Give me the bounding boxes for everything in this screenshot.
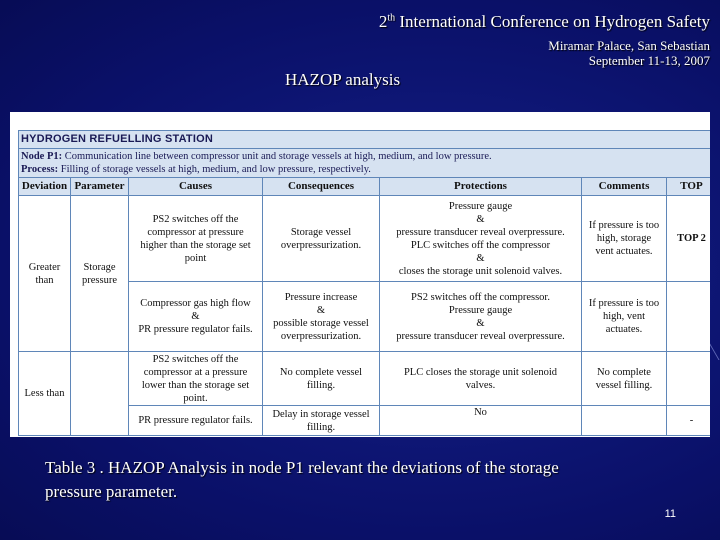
cause-text: PR pressure regulator fails. bbox=[138, 324, 253, 335]
protection-text: & bbox=[476, 213, 485, 225]
causes-cell bbox=[129, 282, 263, 352]
top-cell bbox=[667, 282, 711, 352]
causes-cell bbox=[129, 352, 263, 406]
top-cell: TOP 2 bbox=[667, 196, 711, 282]
protection-text: No bbox=[474, 407, 487, 418]
cause-text: compressor at a pressure bbox=[143, 366, 248, 378]
protection-text: PS2 switches off the compressor. bbox=[411, 291, 550, 303]
comment-text: vessel filling. bbox=[595, 379, 653, 391]
protection-text: & bbox=[476, 252, 485, 264]
consequence-text: Delay in storage vessel bbox=[272, 408, 370, 420]
protection-text: Pressure gauge bbox=[448, 304, 513, 316]
conference-title bbox=[379, 12, 710, 32]
conference-details bbox=[548, 38, 710, 68]
protection-text: valves. bbox=[465, 379, 496, 391]
protection-text: pressure transducer reveal overpressure. bbox=[396, 330, 565, 342]
node-text: Communication line between compressor unit and storage vessels at high, medium, and low pressure. bbox=[62, 151, 492, 162]
cause-text: lower than the storage set bbox=[141, 379, 250, 391]
top-cell bbox=[667, 352, 711, 406]
column-header-deviation: Deviation bbox=[19, 178, 71, 196]
comment-text: If pressure is too bbox=[588, 298, 660, 309]
causes-cell bbox=[129, 196, 263, 282]
deviation-cell: Less than bbox=[19, 352, 71, 436]
cause-text: compressor at pressure bbox=[147, 226, 244, 238]
protections-cell bbox=[380, 282, 582, 352]
parameter-cell bbox=[71, 196, 129, 352]
protection-text: pressure transducer reveal overpressure. bbox=[396, 226, 565, 238]
column-header-consequences: Consequences bbox=[263, 178, 380, 196]
section-title: HAZOP analysis bbox=[285, 70, 401, 89]
consequences-cell bbox=[263, 282, 380, 352]
deviation-text: than bbox=[35, 274, 54, 286]
cause-text: PR pressure regulator fails. bbox=[138, 415, 253, 426]
protection-text: PLC closes the storage unit solenoid bbox=[403, 366, 558, 378]
consequence-text: filling. bbox=[306, 421, 336, 433]
comments-cell bbox=[582, 282, 667, 352]
page-number: 11 bbox=[664, 508, 676, 520]
station-title: HYDROGEN REFUELLING STATION bbox=[19, 131, 711, 149]
process-label: Process: bbox=[21, 164, 59, 175]
consequence-text: Pressure increase bbox=[284, 291, 358, 303]
conference-name: International Conference on Hydrogen Safety bbox=[395, 12, 710, 31]
protection-text: & bbox=[476, 317, 485, 329]
protections-cell bbox=[380, 196, 582, 282]
comments-cell bbox=[582, 196, 667, 282]
protection-text: Pressure gauge bbox=[448, 200, 513, 212]
node-label: Node P1: bbox=[21, 151, 63, 162]
deviation-text: Greater bbox=[28, 261, 61, 273]
column-header-parameter: Parameter bbox=[71, 178, 129, 196]
protection-text: PLC switches off the compressor bbox=[410, 239, 551, 251]
parameter-text: Storage bbox=[83, 261, 116, 273]
column-header-comments: Comments bbox=[582, 178, 667, 196]
cause-text: point bbox=[184, 252, 207, 264]
column-header-top: TOP bbox=[667, 178, 711, 196]
table-row bbox=[19, 196, 711, 282]
protections-cell bbox=[380, 352, 582, 406]
column-header-row bbox=[19, 178, 711, 196]
consequences-cell bbox=[263, 352, 380, 406]
caption-line-2: pressure parameter. bbox=[45, 482, 178, 501]
consequence-text: & bbox=[316, 304, 326, 316]
hazop-table-image bbox=[10, 112, 710, 437]
comment-text: high, vent bbox=[603, 311, 645, 322]
cause-text: PS2 switches off the bbox=[152, 213, 239, 225]
cause-text: Compressor gas high flow bbox=[140, 298, 251, 309]
cause-text: higher than the storage set bbox=[140, 239, 251, 251]
table-row bbox=[19, 352, 711, 406]
protection-text: closes the storage unit solenoid valves. bbox=[398, 265, 563, 277]
cause-text: & bbox=[191, 311, 200, 322]
comments-cell bbox=[582, 406, 667, 436]
comment-text: high, storage bbox=[596, 233, 652, 244]
consequence-text: overpressurization. bbox=[280, 330, 362, 342]
conference-ordinal: th bbox=[387, 12, 396, 24]
protections-cell bbox=[380, 406, 582, 436]
conference-dates: September 11-13, 2007 bbox=[588, 53, 710, 68]
column-header-protections: Protections bbox=[380, 178, 582, 196]
cause-text: point. bbox=[183, 392, 208, 404]
comments-cell bbox=[582, 352, 667, 406]
consequence-text: filling. bbox=[306, 379, 336, 391]
caption-line-1: Table 3 . HAZOP Analysis in node P1 relevant the deviations of the storage bbox=[45, 458, 559, 477]
table-caption bbox=[45, 456, 685, 504]
parameter-cell-empty bbox=[71, 352, 129, 436]
consequence-text: No complete vessel bbox=[279, 366, 363, 378]
deviation-cell bbox=[19, 196, 71, 352]
process-text: Filling of storage vessels at high, medium, and low pressure, respectively. bbox=[58, 164, 371, 175]
consequence-text: overpressurization. bbox=[280, 239, 362, 251]
cause-text: PS2 switches off the bbox=[152, 353, 239, 365]
node-info bbox=[19, 149, 711, 178]
conference-number: 2 bbox=[378, 12, 388, 31]
top-cell: - bbox=[667, 406, 711, 436]
consequences-cell bbox=[263, 406, 380, 436]
hazop-table bbox=[18, 130, 710, 436]
conference-venue: Miramar Palace, San Sebastian bbox=[548, 38, 710, 53]
consequence-text: possible storage vessel bbox=[273, 317, 369, 329]
comment-text: No complete bbox=[597, 366, 651, 378]
causes-cell bbox=[129, 406, 263, 436]
parameter-text: pressure bbox=[82, 274, 117, 286]
comment-text: actuates. bbox=[605, 324, 643, 335]
comment-text: vent actuates. bbox=[595, 246, 653, 257]
consequences-cell bbox=[263, 196, 380, 282]
comment-text: If pressure is too bbox=[588, 220, 660, 231]
consequence-text: Storage vessel bbox=[290, 226, 352, 238]
column-header-causes: Causes bbox=[129, 178, 263, 196]
